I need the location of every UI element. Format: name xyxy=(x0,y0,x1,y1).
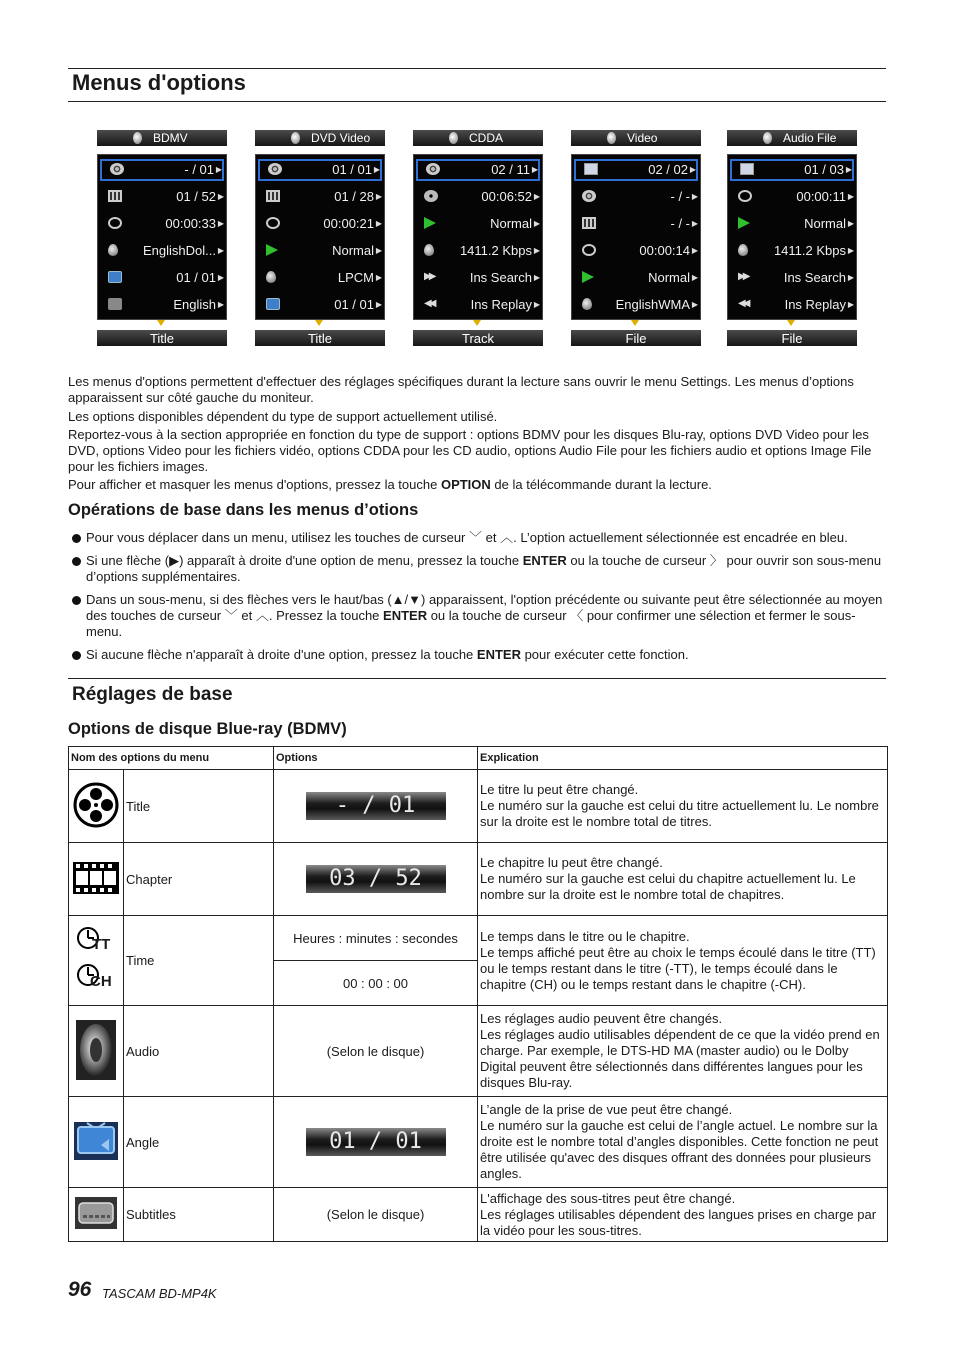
cursor-right-icon: 〉 xyxy=(709,553,723,568)
scroll-down-indicator-icon xyxy=(315,320,323,326)
intro-paragraph-3: Reportez-vous à la section appropriée en fonction du type de support : options BDMV pour les disques Blu-ray, options DVD Video pour les DVD, options Video pour les fichiers vidéo, options CDDA pour les CD audio, options Audio File pour les fichiers audio et options Image File pour les fichiers images. xyxy=(68,427,872,474)
audio-icon xyxy=(582,298,592,310)
panel-menu-item[interactable] xyxy=(416,186,540,208)
panel-menu-value: English xyxy=(173,297,216,312)
panel-menu-item[interactable] xyxy=(416,240,540,262)
panel-menu-value: Ins Replay xyxy=(784,297,846,312)
page-number: 96 xyxy=(68,1278,92,1301)
panel-menu-item[interactable] xyxy=(574,213,698,235)
reel-icon xyxy=(582,190,596,202)
film-strip-icon xyxy=(72,861,120,895)
bdmv-options-table xyxy=(68,746,888,1242)
panel-menu-list xyxy=(413,154,543,320)
panel-header-label: CDDA xyxy=(469,131,504,145)
submenu-arrow-icon: ▶ xyxy=(373,165,380,174)
explanation-cell xyxy=(478,1006,888,1097)
clock-icon xyxy=(108,217,122,229)
explanation-line: Le numéro sur la gauche est celui du titre actuellement lu. Le nombre sur la droite est le nombre total de titres. xyxy=(480,798,879,829)
right-arrow-icon: ▶ xyxy=(169,553,180,568)
panel-menu-value: 00:00:14 xyxy=(639,243,690,258)
submenu-arrow-icon: ▶ xyxy=(375,192,382,201)
explanation-line: Les réglages utilisables dépendent des langues prises en charge par la vidéo pour les sous-titres. xyxy=(480,1206,877,1238)
option-menu-panel xyxy=(571,130,701,347)
panel-menu-list xyxy=(727,154,857,320)
intro-text: de la télécommande durant la lecture. xyxy=(490,477,712,492)
submenu-arrow-icon: ▶ xyxy=(215,165,222,174)
panel-menu-item[interactable] xyxy=(574,186,698,208)
explanation-line: Le temps affiché peut être au choix le temps écoulé dans le titre (TT) ou le temps restant dans le titre (-TT), le temps écoulé dans le chapitre (CH) ou le temps restant dans le chapitre (-CH). xyxy=(480,944,876,992)
clock-icon xyxy=(738,190,752,202)
submenu-arrow-icon: ▶ xyxy=(533,273,540,282)
panel-header-label: Video xyxy=(627,131,658,145)
bullet-text xyxy=(86,553,884,585)
angle-icon xyxy=(108,271,122,283)
explanation-line: Le chapitre lu peut être changé. xyxy=(480,855,663,870)
intro-paragraph-4 xyxy=(68,477,888,493)
subtitles-icon xyxy=(74,1196,118,1230)
icon-cell xyxy=(69,843,124,916)
bullet-text xyxy=(86,592,884,640)
media-type-icon xyxy=(607,132,616,144)
panel-menu-value: 01 / 28 xyxy=(334,189,374,204)
panel-menu-list xyxy=(255,154,385,320)
panel-menu-value: - / 01 xyxy=(184,162,214,177)
submenu-arrow-icon: ▶ xyxy=(375,246,382,255)
cursor-up-icon: ︿ xyxy=(255,608,269,623)
file-icon xyxy=(584,163,598,175)
submenu-arrow-icon: ▶ xyxy=(847,246,854,255)
explanation-cell xyxy=(478,1097,888,1188)
panel-menu-item[interactable] xyxy=(416,294,540,316)
text: et xyxy=(237,608,256,623)
panel-menu-item[interactable] xyxy=(574,240,698,262)
panel-menu-item[interactable] xyxy=(730,213,854,235)
cursor-down-icon: ﹀ xyxy=(224,608,238,623)
tt-label: TT xyxy=(92,935,111,953)
audio-icon xyxy=(108,244,118,256)
angle-icon xyxy=(266,298,280,310)
panel-menu-item[interactable] xyxy=(416,267,540,289)
enter-key-label: ENTER xyxy=(383,608,428,623)
reel-icon xyxy=(426,163,440,175)
panel-menu-item[interactable] xyxy=(100,159,224,181)
product-name: TASCAM BD-MP4K xyxy=(102,1286,217,1301)
clock-icon xyxy=(582,244,596,256)
submenu-arrow-icon: ▶ xyxy=(533,219,540,228)
option-menu-panel xyxy=(255,130,385,347)
panel-menu-item[interactable] xyxy=(730,240,854,262)
rewind-icon: ◀◀ xyxy=(738,298,748,309)
subsection-heading: Options de disque Blue-ray (BDMV) xyxy=(68,720,347,738)
submenu-arrow-icon: ▶ xyxy=(217,300,224,309)
submenu-arrow-icon: ▶ xyxy=(691,300,698,309)
title-underline xyxy=(68,101,886,102)
submenu-arrow-icon: ▶ xyxy=(533,246,540,255)
clock-icon xyxy=(266,217,280,229)
audio-icon xyxy=(266,271,276,283)
panel-menu-value: - / - xyxy=(670,216,690,231)
panel-menu-item[interactable] xyxy=(100,267,224,289)
play-icon xyxy=(582,271,594,283)
panel-menu-item[interactable] xyxy=(258,294,382,316)
explanation-cell xyxy=(478,1188,888,1242)
option-cell: 00 : 00 : 00 xyxy=(274,961,478,1006)
bullet-dot xyxy=(72,534,81,543)
submenu-arrow-icon: ▶ xyxy=(217,273,224,282)
panel-menu-value: 01 / 52 xyxy=(176,189,216,204)
explanation-line: Le temps dans le titre ou le chapitre. xyxy=(480,928,690,944)
time-tt-icon xyxy=(76,926,116,956)
page-title: Menus d'options xyxy=(72,70,246,95)
panel-menu-value: EnglishDol... xyxy=(143,243,216,258)
panel-menu-item[interactable] xyxy=(100,240,224,262)
option-cell xyxy=(274,770,478,843)
option-name: Subtitles xyxy=(124,1188,274,1242)
submenu-arrow-icon: ▶ xyxy=(847,219,854,228)
media-type-icon xyxy=(763,132,772,144)
panel-menu-value: 01 / 01 xyxy=(176,270,216,285)
panel-header-label: DVD Video xyxy=(311,131,371,145)
text: Dans un sous-menu, si des flèches vers le haut/bas ( xyxy=(86,592,392,607)
section-heading: Réglages de base xyxy=(72,684,233,705)
submenu-arrow-icon: ▶ xyxy=(375,273,382,282)
option-cell: (Selon le disque) xyxy=(274,1188,478,1242)
lcd-display: 01 / 01 xyxy=(306,1128,446,1156)
panel-menu-value: Normal xyxy=(804,216,846,231)
header-name: Nom des options du menu xyxy=(69,747,274,770)
intro-paragraph-2: Les options disponibles dépendent du type de support actuellement utilisé. xyxy=(68,409,498,424)
scroll-down-indicator-icon xyxy=(157,320,165,326)
submenu-arrow-icon: ▶ xyxy=(691,192,698,201)
panel-menu-value: 00:00:21 xyxy=(323,216,374,231)
panel-menu-item[interactable] xyxy=(574,294,698,316)
submenu-arrow-icon: ▶ xyxy=(847,273,854,282)
panel-menu-item[interactable] xyxy=(258,186,382,208)
panel-menu-value: LPCM xyxy=(337,270,374,285)
text: et xyxy=(482,530,501,545)
option-key-label: OPTION xyxy=(440,477,491,492)
media-type-icon xyxy=(449,132,458,144)
icon-cell xyxy=(69,1188,124,1242)
panel-menu-item[interactable] xyxy=(100,186,224,208)
submenu-arrow-icon: ▶ xyxy=(375,300,382,309)
table-row xyxy=(69,843,888,916)
icon-cell xyxy=(69,916,124,1006)
panel-menu-value: 02 / 02 xyxy=(648,162,688,177)
explanation-line: Le numéro sur la gauche est celui du chapitre actuellement lu. Le nombre sur la droite est le nombre total de chapitres. xyxy=(480,871,856,902)
up-down-arrows-icon: ▲/▼ xyxy=(391,592,422,607)
option-cell xyxy=(274,843,478,916)
scroll-down-indicator-icon xyxy=(631,320,639,326)
submenu-arrow-icon: ▶ xyxy=(217,246,224,255)
text: Pour vous déplacer dans un menu, utilisez les touches de curseur xyxy=(86,530,469,545)
panel-menu-list xyxy=(571,154,701,320)
play-icon xyxy=(738,217,750,229)
option-cell: Heures : minutes : secondes xyxy=(274,916,478,961)
table-row xyxy=(69,916,888,961)
reel-icon xyxy=(268,163,282,175)
enter-key-label: ENTER xyxy=(522,553,567,568)
text: pour ouvrir son sous-menu d’options supplémentaires. xyxy=(86,553,882,584)
lcd-display: 03 / 52 xyxy=(306,865,446,893)
lcd-display: - / 01 xyxy=(306,792,446,820)
text: . Pressez la touche xyxy=(268,608,384,623)
panel-menu-value: 01 / 01 xyxy=(334,297,374,312)
enter-key-label: ENTER xyxy=(476,647,521,662)
option-name: Angle xyxy=(124,1097,274,1188)
panel-menu-item[interactable] xyxy=(100,294,224,316)
panel-menu-value: 00:06:52 xyxy=(481,189,532,204)
option-menu-panel xyxy=(97,130,227,347)
submenu-arrow-icon: ▶ xyxy=(689,165,696,174)
panel-menu-item[interactable] xyxy=(730,294,854,316)
text: Si aucune flèche n'apparaît à droite d'une option, pressez la touche xyxy=(86,647,477,662)
text: . L’option actuellement sélectionnée est encadrée en bleu. xyxy=(513,530,848,545)
panel-footer-label: File xyxy=(571,330,701,346)
submenu-arrow-icon: ▶ xyxy=(691,246,698,255)
table-row xyxy=(69,1188,888,1242)
submenu-arrow-icon: ▶ xyxy=(845,165,852,174)
submenu-arrow-icon: ▶ xyxy=(531,165,538,174)
film-reel-icon xyxy=(73,782,119,828)
rewind-icon: ◀◀ xyxy=(424,298,434,309)
film-icon xyxy=(108,190,122,202)
explanation-line: Les réglages audio utilisables dépendent de ce que la vidéo prend en charge. Par exemple, le DTS-HD MA (master audio) ou le Dolby Digital peuvent être sélectionnés dans différentes langues pour les disques Blu-ray. xyxy=(480,1027,880,1090)
explanation-line: L’angle de la prise de vue peut être changé. xyxy=(480,1102,733,1117)
panel-menu-item[interactable] xyxy=(730,159,854,181)
explanation-line: Le numéro sur la gauche est celui de l’angle actuel. Le nombre sur la droite est le nombre total d’angles disponibles. Cette fonction ne peut être utilisée qu'avec des disques offrant des données pour plusieurs angles. xyxy=(480,1118,879,1181)
header-explanation: Explication xyxy=(478,747,888,770)
explanation-line: Les réglages audio peuvent être changés. xyxy=(480,1011,723,1026)
submenu-arrow-icon: ▶ xyxy=(375,219,382,228)
panel-menu-value: Normal xyxy=(490,216,532,231)
panel-menu-item[interactable] xyxy=(100,213,224,235)
panel-footer-label: Title xyxy=(97,330,227,346)
panel-menu-item[interactable] xyxy=(258,267,382,289)
bullet-text xyxy=(86,647,884,663)
film-icon xyxy=(582,217,596,229)
explanation-cell xyxy=(478,843,888,916)
panel-menu-item[interactable] xyxy=(416,159,540,181)
audio-icon xyxy=(738,244,748,256)
text: ) apparaissent, l'option précédente ou suivante peut être sélectionnée au moyen des touches de curseur xyxy=(86,592,883,623)
scroll-down-indicator-icon xyxy=(787,320,795,326)
panel-menu-item[interactable] xyxy=(258,159,382,181)
panel-menu-item[interactable] xyxy=(258,213,382,235)
audio-icon xyxy=(76,1020,116,1080)
panel-menu-value: 00:00:33 xyxy=(165,216,216,231)
panel-menu-value: Normal xyxy=(332,243,374,258)
table-row xyxy=(69,1097,888,1188)
option-menu-panel xyxy=(413,130,543,347)
panel-menu-item[interactable] xyxy=(416,213,540,235)
intro-paragraph-1: Les menus d'options permettent d'effectuer des réglages spécifiques durant la lecture sans ouvrir le menu Settings. Les menus d’options apparaissent sur côté gauche du moniteur. xyxy=(68,374,854,405)
bullet-dot xyxy=(72,596,81,605)
header-options: Options xyxy=(274,747,478,770)
icon-cell xyxy=(69,770,124,843)
basic-ops-heading: Opérations de base dans les menus d’otions xyxy=(68,501,419,519)
submenu-arrow-icon: ▶ xyxy=(217,219,224,228)
panel-menu-value: 00:00:11 xyxy=(796,189,846,204)
panel-menu-list xyxy=(97,154,227,320)
file-icon xyxy=(740,163,754,175)
panel-header-label: BDMV xyxy=(153,131,188,145)
submenu-arrow-icon: ▶ xyxy=(847,192,854,201)
panel-menu-value: Ins Search xyxy=(469,270,532,285)
panel-menu-value: 02 / 11 xyxy=(491,162,530,177)
panel-menu-value: Ins Search xyxy=(783,270,846,285)
top-rule xyxy=(68,68,886,69)
cursor-left-icon: 〈 xyxy=(570,608,584,623)
play-icon xyxy=(266,244,278,256)
submenu-arrow-icon: ▶ xyxy=(847,300,854,309)
panel-menu-value: 1411.2 Kbps xyxy=(459,243,532,258)
option-name: Time xyxy=(124,916,274,1006)
scroll-down-indicator-icon xyxy=(473,320,481,326)
panel-header-label: Audio File xyxy=(783,131,837,145)
cursor-down-icon: ﹀ xyxy=(469,530,483,545)
panel-footer-label: File xyxy=(727,330,857,346)
panel-header xyxy=(413,130,543,146)
table-row xyxy=(69,770,888,843)
submenu-arrow-icon: ▶ xyxy=(533,192,540,201)
panel-header xyxy=(571,130,701,146)
panel-header xyxy=(255,130,385,146)
audio-icon xyxy=(424,244,434,256)
panel-menu-value: Normal xyxy=(648,270,690,285)
time-ch-icon xyxy=(76,963,116,993)
fast-forward-icon: ▶▶ xyxy=(738,271,748,282)
panel-menu-item[interactable] xyxy=(574,267,698,289)
panel-menu-item[interactable] xyxy=(730,267,854,289)
submenu-arrow-icon: ▶ xyxy=(691,273,698,282)
option-cell: (Selon le disque) xyxy=(274,1006,478,1097)
submenu-arrow-icon: ▶ xyxy=(217,192,224,201)
subtitle-icon xyxy=(108,298,122,310)
panel-menu-value: Ins Replay xyxy=(470,297,532,312)
option-cell xyxy=(274,1097,478,1188)
reel-icon xyxy=(110,163,124,175)
bullet-dot xyxy=(72,557,81,566)
option-name: Chapter xyxy=(124,843,274,916)
icon-cell xyxy=(69,1097,124,1188)
panel-header xyxy=(727,130,857,146)
icon-cell xyxy=(69,1006,124,1097)
bullet-text xyxy=(86,530,884,546)
submenu-arrow-icon: ▶ xyxy=(691,219,698,228)
text: ou la touche de curseur xyxy=(427,608,571,623)
text: ou la touche de curseur xyxy=(566,553,710,568)
table-row xyxy=(69,1006,888,1097)
submenu-arrow-icon: ▶ xyxy=(533,300,540,309)
fast-forward-icon: ▶▶ xyxy=(424,271,434,282)
option-name: Title xyxy=(124,770,274,843)
option-name: Audio xyxy=(124,1006,274,1097)
explanation-line: Le titre lu peut être changé. xyxy=(480,782,639,797)
angle-icon xyxy=(73,1121,119,1161)
ch-label: CH xyxy=(90,972,112,990)
panel-menu-item[interactable] xyxy=(574,159,698,181)
panel-footer-label: Title xyxy=(255,330,385,346)
play-icon xyxy=(424,217,436,229)
panel-menu-value: EnglishWMA xyxy=(615,297,690,312)
section-rule xyxy=(68,678,886,679)
cursor-up-icon: ︿ xyxy=(500,530,514,545)
panel-menu-item[interactable] xyxy=(258,240,382,262)
panel-menu-value: 01 / 01 xyxy=(332,162,372,177)
table-header-row xyxy=(69,747,888,770)
panel-footer-label: Track xyxy=(413,330,543,346)
text: ) apparaît à droite d'une option de menu, pressez la touche xyxy=(179,553,523,568)
explanation-cell xyxy=(478,916,888,1006)
bullet-dot xyxy=(72,651,81,660)
text: pour exécuter cette fonction. xyxy=(520,647,689,662)
panel-menu-value: - / - xyxy=(670,189,690,204)
explanation-cell xyxy=(478,770,888,843)
media-type-icon xyxy=(133,132,142,144)
panel-header xyxy=(97,130,227,146)
panel-menu-value: 01 / 03 xyxy=(804,162,844,177)
text: Si une flèche ( xyxy=(86,553,170,568)
media-type-icon xyxy=(291,132,300,144)
disc-clock-icon xyxy=(424,190,438,202)
explanation-line: L'affichage des sous-titres peut être changé. xyxy=(480,1190,736,1206)
film-icon xyxy=(266,190,280,202)
option-menu-panel xyxy=(727,130,857,347)
panel-menu-value: 1411.2 Kbps xyxy=(773,243,846,258)
text: pour confirmer une sélection et fermer le sous-menu. xyxy=(86,608,856,639)
intro-text: Pour afficher et masquer les menus d'options, pressez la touche xyxy=(68,477,441,492)
panel-menu-item[interactable] xyxy=(730,186,854,208)
